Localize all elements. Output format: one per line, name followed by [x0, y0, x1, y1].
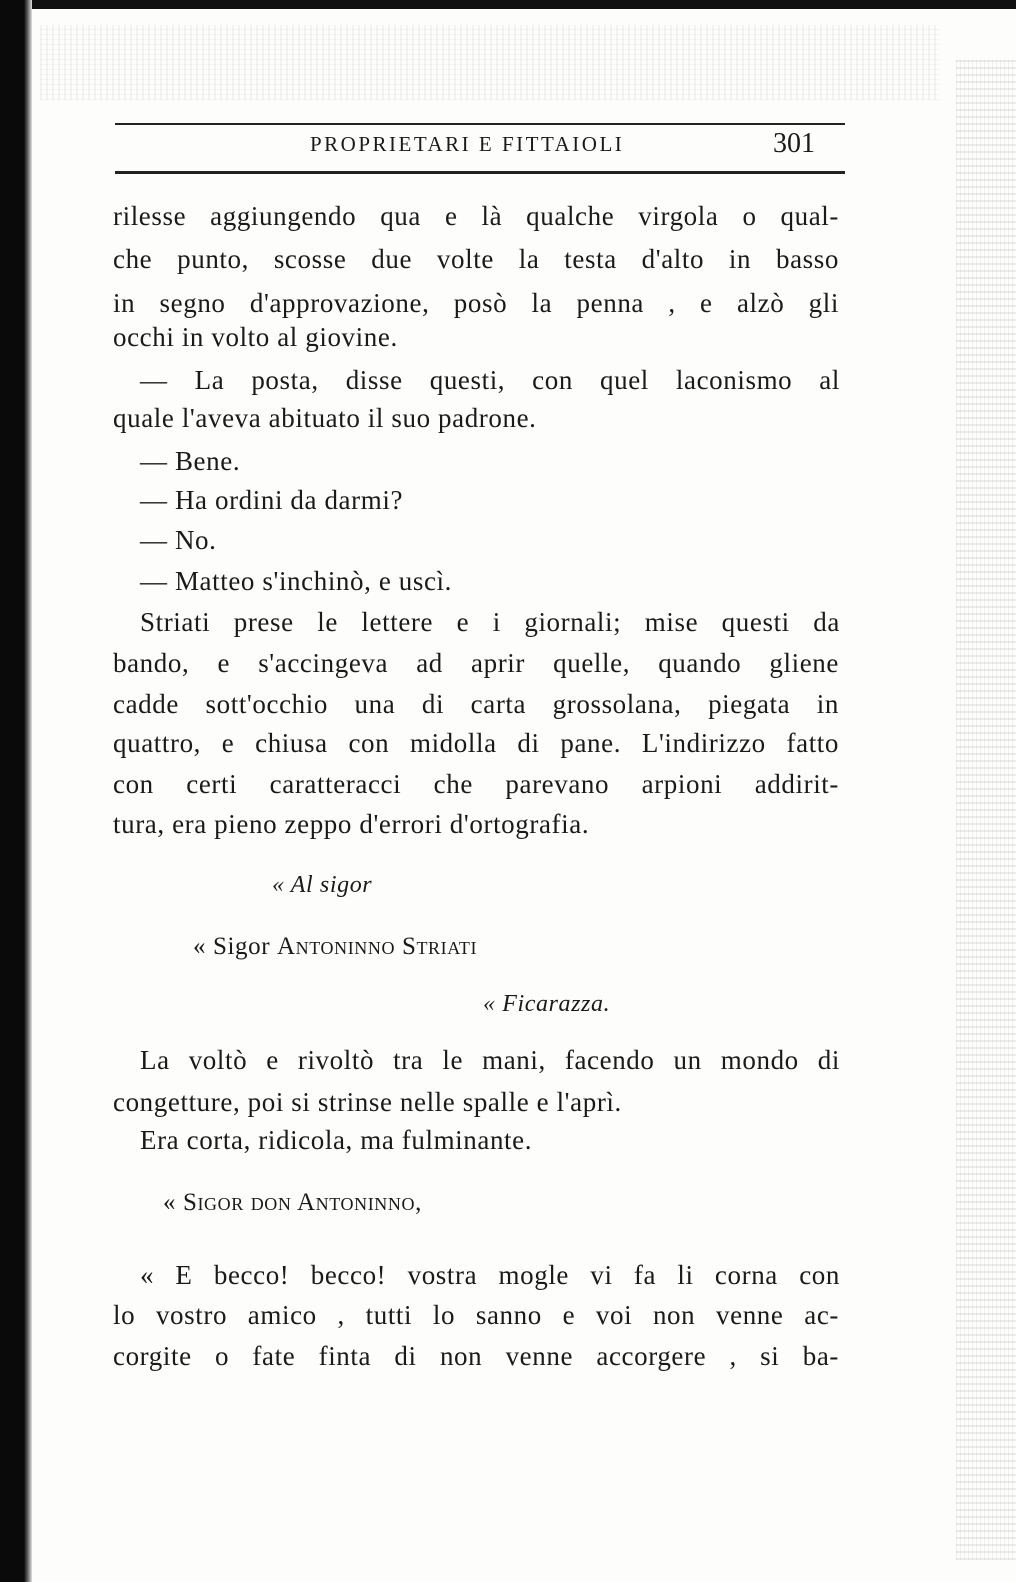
dialogue-line: — Matteo s'inchinò, e uscì. [140, 566, 453, 596]
paragraph-line: rilesse aggiungendo qua e là qualche virgola o qual- [113, 201, 839, 231]
dialogue-line: — No. [140, 525, 217, 555]
paragraph-line: La voltò e rivoltò tra le mani, facendo un mondo di [140, 1045, 840, 1075]
address-line [193, 934, 477, 959]
paragraph-line: quattro, e chiusa con midolla di pane. L'indirizzo fatto [113, 728, 839, 758]
paragraph-line: Striati prese le lettere e i giornali; mise questi da [140, 607, 840, 637]
address-title: « Sigor [193, 933, 277, 960]
paragraph-line: Era corta, ridicola, ma fulminante. [140, 1125, 533, 1155]
header-rule-bottom [115, 171, 845, 174]
dialogue-line: — Bene. [140, 446, 241, 476]
paragraph-line: in segno d'approvazione, posò la penna , e alzò gli [113, 288, 839, 318]
paragraph-line: che punto, scosse due volte la testa d'alto in basso [113, 244, 839, 274]
page-number: 301 [773, 128, 815, 159]
paragraph-line: cadde sott'occhio una di carta grossolana, piegata in [113, 689, 839, 719]
letter-line: « E becco! becco! vostra mogle vi fa li corna con [140, 1260, 840, 1290]
header-rule-top [115, 123, 845, 125]
paragraph-line: tura, era pieno zeppo d'errori d'ortografia. [113, 809, 590, 839]
scan-binding-edge [0, 0, 32, 1582]
address-line [272, 873, 372, 897]
dialogue-line: — La posta, disse questi, con quel laconismo al [140, 365, 840, 395]
letter-line: corgite o fate finta di non venne accorgere , si ba- [113, 1341, 839, 1371]
paragraph-line: congetture, poi si strinse nelle spalle e l'aprì. [113, 1087, 622, 1117]
running-head: PROPRIETARI E FITTAIOLI [310, 132, 625, 156]
address-place: « Ficarazza. [483, 991, 611, 1017]
scan-top-border [0, 0, 1016, 9]
dialogue-line: — Ha ordini da darmi? [140, 485, 404, 515]
paragraph-line: con certi caratteracci che parevano arpioni addirit- [113, 769, 839, 799]
dialogue-line: quale l'aveva abituato il suo padrone. [113, 403, 537, 433]
address-recipient: « Al sigor [272, 872, 373, 898]
letter-line: lo vostro amico , tutti lo sanno e voi non venne ac- [113, 1300, 839, 1330]
scan-noise-top [40, 25, 940, 100]
paragraph-line: bando, e s'accingeva ad aprir quelle, quando gliene [113, 648, 839, 678]
paragraph-line: occhi in volto al giovine. [113, 322, 398, 352]
letter-salutation: « Sigor don Antoninno, [163, 1189, 422, 1216]
address-name: Antoninno Striati [276, 933, 478, 960]
address-line [483, 992, 610, 1016]
scan-noise-right [956, 60, 1016, 1560]
